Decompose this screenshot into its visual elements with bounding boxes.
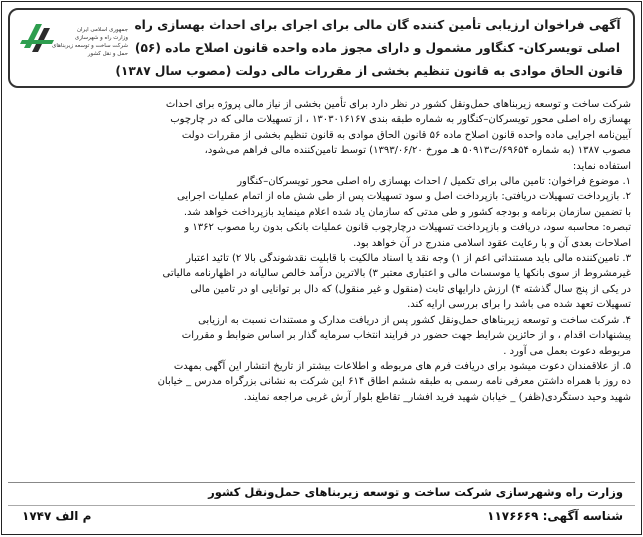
logo-line: جمهوری اسلامی ایران [76,27,128,33]
body-line: بهسازی راه اصلی محور تویسرکان–کنگاور به شماره طبقه بندی ۱۳۰۳۰۱۶۱۶۷ ، از تسهیلات مالی که در چارچوب [170,114,631,126]
ad-body [10,97,631,485]
logo-line: وزارت راه و شهرسازی [74,35,128,41]
logo-line: شرکت ساخت و توسعه زیربناهای [52,43,128,49]
body-line: ۴. شرکت ساخت و توسعه زیربناهای حمل‌ونقل کشور پس از دریافت مدارک و مستندات نسبت به ارزیابی [198,314,631,326]
ad-title [115,14,623,83]
body-line: ۵. از علاقمندان دعوت میشود برای دریافت فرم های مربوطه و اطلاعات بیشتر از تاریخ انتشار این آگهی بمهدت [173,360,631,372]
title-line-2: اصلی تویسرکان- کنگاور مشمول و دارای مجوز ماده واحده قانون اصلاح ماده (۵۶) [134,41,621,55]
body-line: شهید وحید دستگردی(ظفر) _ خیابان شهید فرید افشار_ تقاطع بلوار آرش غربی مراجعه نمایند. [243,391,631,403]
title-line-3: قانون الحاق موادی به قانون تنظیم بخشی از مقررات مالی دولت (مصوب سال ۱۳۸۷) [115,64,623,78]
body-line: پیشنهادات اقدام ، و از حائزین شرایط جهت حضور در فرایند انتخاب سرمایه گذار بر اساس ضوابط و مقررات [181,330,631,342]
advertisement-page [1,1,642,535]
organization-logo [16,16,128,82]
footer-meta [8,505,635,528]
body-line: تسهیلات تعهد شده می باشد را برای بررسی ارایه کند. [407,299,631,311]
body-line: تبصره: محاسبه سود، دریافت و بازپرداخت تسهیلات درچارچوب قانون عملیات بانکی بدون ربا مصوب ۱۳۶۲ و [184,222,631,234]
ad-code: م الف ۱۷۴۷ [22,509,92,523]
body-line: غیرمشروط از سوی بانکها یا موسسات مالی و اعتباری معتبر ۳) بالاترین درآمد خالص سالیانه در اظهارنامه مالیاتی [162,268,631,280]
title-line-1: آگهی فراخوان ارزیابی تأمین کننده گان مالی برای اجرای برای احداث بهسازی راه [134,18,621,32]
body-line: ۳. تامین‌کننده مالی باید مستنداتی اعم از ۱) وجه نقد یا اسناد مالکیت با قابلیت نقدشوندگی بالا ۲) تائید اعتبار [186,253,631,265]
body-line: مصوب ۱۳۸۷ (به شماره ۶۹۶۵۴/ت۵۰۹۱۳ هـ مورخ ۱۳۹۳/۰۶/۲۰) توسط تامین‌کننده مالی فراهم می‌شود، [204,145,631,157]
body-line: شرکت ساخت و توسعه زیربناهای حمل‌ونقل کشور در نظر دارد برای تأمین بخشی از نیاز مالی پروژه برای احداث [165,99,631,110]
logo-caption [54,26,128,58]
body-line: ۱. موضوع فراخوان: تامین مالی برای تکمیل / احداث بهسازی راه اصلی محور تویسرکان–کنگاور [237,176,631,188]
logo-line: حمل و نقل کشور [87,51,128,57]
body-line: اصلاحات بعدی آن و با رعایت عقود اسلامی مندرج در آن خواهد بود. [353,237,631,249]
body-line: با تضمین سازمان برنامه و بودجه کشور و طی مدتی که سازمان یاد شده اعلام مینماید بازپرداخت خواهد شد. [183,206,631,218]
logo-icon [18,18,58,58]
body-line: استفاده نماید: [572,160,631,172]
ad-footer [8,482,635,529]
body-line: در یکی از پنج سال گذشته ۴) ارزش دارایهای ثابت (منقول و غیر منقول) که دال بر توانایی او در تامین مالی [190,283,631,295]
footer-organization: وزارت راه وشهرسازی شرکت ساخت و توسعه زیربناهای حمل‌ونقل کشور [208,485,623,499]
body-line: ۲. بازپرداخت تسهیلات دریافتی: بازپرداخت اصل و سود تسهیلات پس از طی شش ماه از اتمام عملیات اجرایی [177,191,631,203]
body-line: آیین‌نامه اجرایی ماده واحده قانون اصلاح ماده ۵۶ قانون الحاق موادی به قانون تنظیم بخشی از مقررات دولت [181,129,631,141]
body-line: مربوطه دعوت بعمل می آورد . [503,345,631,357]
body-line: ده روز با همراه داشتن معرفی نامه رسمی به طبقه ششم اطاق ۶۱۴ این شرکت به نشانی بزرگراه مدرس _ خیابان [157,376,631,388]
header-box [8,8,635,88]
ad-number: شناسه آگهی: ۱۱۷۶۶۶۹ [487,509,623,523]
